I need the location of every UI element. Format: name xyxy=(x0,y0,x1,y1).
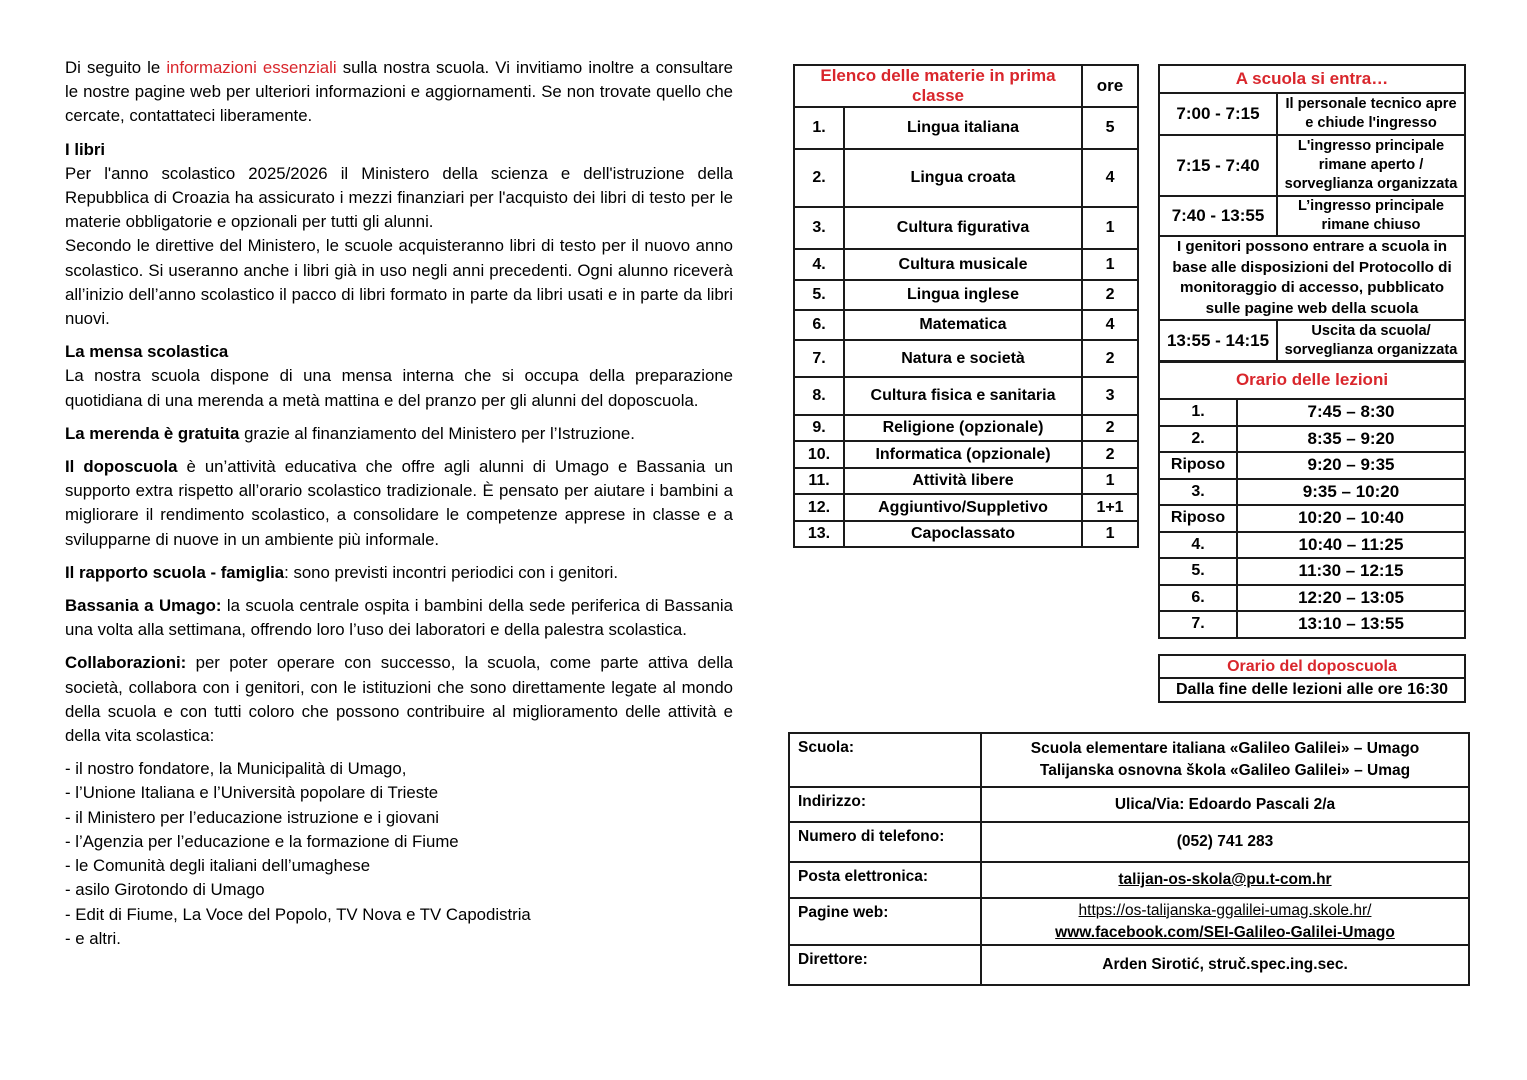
list-item xyxy=(65,806,733,830)
lesson-row xyxy=(1159,611,1465,638)
entry-row xyxy=(1159,236,1465,320)
section-heading xyxy=(65,340,733,364)
subject-row xyxy=(794,107,1138,149)
lesson-time: 9:35 – 10:20 xyxy=(1237,479,1465,506)
lesson-label: Riposo xyxy=(1159,452,1237,479)
body-text: Per l'anno scolastico 2025/2026 il Ministero della scienza e dell'istruzione della Repubblica di Croazia ha assicurato i mezzi finanziari per l'acquisto dei libri di testo per le materie obbligatorie e opzionali per tutti gli alunni. xyxy=(65,163,733,232)
entry-row xyxy=(1159,320,1465,362)
afterschool-text-row xyxy=(1159,678,1465,702)
subject-number: 10. xyxy=(794,441,844,468)
subject-name: Aggiuntivo/Suppletivo xyxy=(844,494,1082,521)
subject-row xyxy=(794,207,1138,249)
contact-text: (052) 741 283 xyxy=(1176,833,1274,850)
subject-name: Informatica (opzionale) xyxy=(844,441,1082,468)
school-info-text xyxy=(65,56,733,951)
paragraph xyxy=(65,422,733,446)
subject-row xyxy=(794,377,1138,415)
lesson-row xyxy=(1159,558,1465,585)
contact-info-table xyxy=(788,732,1470,986)
list-item xyxy=(65,878,733,902)
subject-hours: 1 xyxy=(1082,468,1138,494)
lesson-time: 8:35 – 9:20 xyxy=(1237,426,1465,453)
body-text: è un’attività educativa che offre agli alunni di Umago e Bassania un supporto extra rispetto all’orario scolastico tradizionale. È pensato per aiutare i bambini a migliorare il rendimento scolastico, a consolidare le competenze apprese in classe e a svilupparne di nuove in un ambiente più informale. xyxy=(65,457,733,549)
body-text: sulla nostra scuola. Vi invitiamo inoltre a consultare le nostre pagine web per ulteriori informazioni e aggiornamenti. Se non trovate quello che cercate, contattateci liberamente. xyxy=(65,58,734,126)
subject-hours: 1 xyxy=(1082,521,1138,547)
body-text: La mensa scolastica xyxy=(65,342,229,362)
lesson-row xyxy=(1159,532,1465,559)
body-text: - Edit di Fiume, La Voce del Popolo, TV Nova e TV Capodistria xyxy=(65,904,531,924)
contact-row xyxy=(789,898,1469,945)
subject-row xyxy=(794,494,1138,521)
subject-number: 12. xyxy=(794,494,844,521)
list-item xyxy=(65,757,733,781)
entry-time: 7:00 - 7:15 xyxy=(1159,93,1277,135)
body-text: grazie al finanziamento del Ministero per l’Istruzione. xyxy=(239,423,635,443)
contact-row xyxy=(789,862,1469,898)
entry-description: Il personale tecnico apre e chiude l'ingresso xyxy=(1277,93,1465,135)
subject-name: Cultura fisica e sanitaria xyxy=(844,377,1082,415)
subject-number: 13. xyxy=(794,521,844,547)
contact-value xyxy=(981,787,1469,822)
lessons-schedule-table xyxy=(1158,360,1466,639)
entry-description: L’ingresso principale rimane chiuso xyxy=(1277,196,1465,236)
entry-description: L'ingresso principale rimane aperto / sorveglianza organizzata xyxy=(1277,135,1465,196)
bold-lead-text: Collaborazioni: xyxy=(65,653,187,673)
lesson-label: Riposo xyxy=(1159,505,1237,532)
lesson-time: 10:20 – 10:40 xyxy=(1237,505,1465,532)
subject-name: Capoclassato xyxy=(844,521,1082,547)
entry-row xyxy=(1159,196,1465,236)
paragraph xyxy=(65,455,733,552)
body-text: - e altri. xyxy=(65,928,121,948)
afterschool-header-row xyxy=(1159,655,1465,678)
subject-number: 2. xyxy=(794,149,844,207)
contact-link[interactable]: talijan-os-skola@pu.t-com.hr xyxy=(1118,871,1332,888)
entry-time: 13:55 - 14:15 xyxy=(1159,320,1277,362)
subject-hours: 1 xyxy=(1082,207,1138,249)
subject-row xyxy=(794,149,1138,207)
subject-name: Cultura musicale xyxy=(844,249,1082,280)
lesson-label: 2. xyxy=(1159,426,1237,453)
lesson-row xyxy=(1159,505,1465,532)
subject-name: Matematica xyxy=(844,310,1082,340)
subject-name: Attività libere xyxy=(844,468,1082,494)
lesson-row xyxy=(1159,585,1465,612)
subject-hours: 2 xyxy=(1082,340,1138,377)
body-text: - asilo Girotondo di Umago xyxy=(65,880,265,900)
afterschool-text: Dalla fine delle lezioni alle ore 16:30 xyxy=(1159,678,1465,702)
list-item xyxy=(65,854,733,878)
contact-value xyxy=(981,822,1469,862)
subject-number: 7. xyxy=(794,340,844,377)
entry-header-row xyxy=(1159,65,1465,93)
subject-number: 9. xyxy=(794,415,844,441)
lesson-label: 1. xyxy=(1159,399,1237,426)
body-text: - l’Agenzia per l’educazione e la formazione di Fiume xyxy=(65,831,459,851)
entry-title: A scuola si entra… xyxy=(1159,65,1465,93)
entry-note: I genitori possono entrare a scuola in base alle disposizioni del Protocollo di monitoraggio di accesso, pubblicato sulle pagine web della scuola xyxy=(1159,236,1465,320)
contact-label: Numero di telefono: xyxy=(789,822,981,862)
entry-time: 7:15 - 7:40 xyxy=(1159,135,1277,196)
body-text: - il nostro fondatore, la Municipalità di Umago, xyxy=(65,759,407,779)
lessons-header-row xyxy=(1159,361,1465,399)
contact-link[interactable]: www.facebook.com/SEI-Galileo-Galilei-Umago xyxy=(1055,923,1395,941)
body-text: Secondo le direttive del Ministero, le scuole acquisteranno libri di testo per il nuovo anno scolastico. Si useranno anche i libri già in uso negli anni precedenti. Ogni alunno riceverà all’inizio dell’anno scolastico il pacco di libri formato in parte da libri usati e in parte da libri nuovi. xyxy=(65,236,733,329)
subject-name: Lingua italiana xyxy=(844,107,1082,149)
lesson-label: 6. xyxy=(1159,585,1237,612)
body-text: Di seguito le xyxy=(65,58,167,77)
subject-number: 3. xyxy=(794,207,844,249)
paragraph xyxy=(65,56,733,129)
contact-value xyxy=(981,862,1469,898)
body-text: I libri xyxy=(65,139,106,159)
subject-row xyxy=(794,280,1138,310)
subject-row xyxy=(794,441,1138,468)
lessons-title: Orario delle lezioni xyxy=(1159,361,1465,399)
entry-row xyxy=(1159,135,1465,196)
lesson-row xyxy=(1159,452,1465,479)
subject-number: 11. xyxy=(794,468,844,494)
contact-label: Scuola: xyxy=(789,733,981,787)
bold-lead-text: Il doposcuola xyxy=(65,457,178,477)
body-text: - l’Unione Italiana e l’Università popolare di Trieste xyxy=(65,783,439,803)
body-text: - il Ministero per l’educazione istruzione e i giovani xyxy=(65,807,440,827)
lesson-time: 11:30 – 12:15 xyxy=(1237,558,1465,585)
contact-label: Posta elettronica: xyxy=(789,862,981,898)
lesson-time: 12:20 – 13:05 xyxy=(1237,585,1465,612)
contact-label: Pagine web: xyxy=(789,898,981,945)
subject-name: Lingua inglese xyxy=(844,280,1082,310)
subject-number: 4. xyxy=(794,249,844,280)
contact-value xyxy=(981,945,1469,985)
contact-label: Indirizzo: xyxy=(789,787,981,822)
list-item xyxy=(65,830,733,854)
entry-time: 7:40 - 13:55 xyxy=(1159,196,1277,236)
subject-hours: 3 xyxy=(1082,377,1138,415)
subject-name: Natura e società xyxy=(844,340,1082,377)
lesson-time: 7:45 – 8:30 xyxy=(1237,399,1465,426)
contact-text: Talijanska osnovna škola «Galileo Galilei» – Umag xyxy=(1039,762,1411,779)
lesson-row xyxy=(1159,399,1465,426)
subjects-title: Elenco delle materie in prima classe xyxy=(794,65,1082,107)
contact-value xyxy=(981,898,1469,945)
contact-row xyxy=(789,733,1469,787)
lesson-row xyxy=(1159,426,1465,453)
subject-row xyxy=(794,340,1138,377)
afterschool-hours-table xyxy=(1158,654,1466,703)
contact-text: Scuola elementare italiana «Galileo Galilei» – Umago xyxy=(1030,740,1420,757)
subject-row xyxy=(794,310,1138,340)
subject-number: 6. xyxy=(794,310,844,340)
subject-hours: 5 xyxy=(1082,107,1138,149)
contact-row xyxy=(789,822,1469,862)
body-text: per poter operare con successo, la scuola, come parte attiva della società, collabora con i genitori, con le istituzioni che sono direttamente legate al mondo della scuola e con tutti coloro che possono contribuire al miglioramento delle attività e della vita scolastica: xyxy=(65,653,733,746)
subject-number: 8. xyxy=(794,377,844,415)
lesson-label: 4. xyxy=(1159,532,1237,559)
lesson-row xyxy=(1159,479,1465,506)
subject-number: 5. xyxy=(794,280,844,310)
paragraph xyxy=(65,234,733,331)
entry-description: Uscita da scuola/ sorveglianza organizzata xyxy=(1277,320,1465,362)
contact-text: Ulica/Via: Edoardo Pascali 2/a xyxy=(1114,795,1336,813)
subject-hours: 2 xyxy=(1082,415,1138,441)
bold-lead-text: Il rapporto scuola - famiglia xyxy=(65,562,285,582)
subject-row xyxy=(794,468,1138,494)
list-item xyxy=(65,781,733,805)
lesson-time: 9:20 – 9:35 xyxy=(1237,452,1465,479)
paragraph xyxy=(65,561,733,585)
bold-lead-text: Bassania a Umago: xyxy=(65,596,222,616)
body-text: : sono previsti incontri periodici con i genitori. xyxy=(284,562,619,582)
hours-header: ore xyxy=(1082,65,1138,107)
lesson-label: 5. xyxy=(1159,558,1237,585)
lesson-label: 3. xyxy=(1159,479,1237,506)
entry-row xyxy=(1159,93,1465,135)
contact-row xyxy=(789,945,1469,985)
lesson-time: 13:10 – 13:55 xyxy=(1237,611,1465,638)
lesson-time: 10:40 – 11:25 xyxy=(1237,532,1465,559)
subject-hours: 4 xyxy=(1082,310,1138,340)
body-text: la scuola centrale ospita i bambini della sede periferica di Bassania una volta alla settimana, offrendo loro l’uso dei laboratori e della palestra scolastica. xyxy=(65,596,733,640)
section-heading xyxy=(65,138,733,162)
subject-row xyxy=(794,249,1138,280)
subject-row xyxy=(794,415,1138,441)
contact-value xyxy=(981,733,1469,787)
paragraph xyxy=(65,594,733,642)
paragraph xyxy=(65,364,733,412)
subject-hours: 1+1 xyxy=(1082,494,1138,521)
subject-name: Lingua croata xyxy=(844,149,1082,207)
subjects-header-row xyxy=(794,65,1138,107)
subject-name: Cultura figurativa xyxy=(844,207,1082,249)
subjects-table xyxy=(793,64,1139,548)
bold-lead-text: La merenda è gratuita xyxy=(65,423,240,443)
subject-hours: 2 xyxy=(1082,441,1138,468)
subject-number: 1. xyxy=(794,107,844,149)
paragraph xyxy=(65,162,733,235)
subject-row xyxy=(794,521,1138,547)
paragraph xyxy=(65,651,733,748)
lesson-label: 7. xyxy=(1159,611,1237,638)
list-item xyxy=(65,927,733,951)
subject-name: Religione (opzionale) xyxy=(844,415,1082,441)
contact-link[interactable]: https://os-talijanska-ggalilei-umag.skole.hr/ xyxy=(1078,901,1372,919)
subject-hours: 1 xyxy=(1082,249,1138,280)
body-text: - le Comunità degli italiani dell’umaghese xyxy=(65,856,371,876)
afterschool-title: Orario del doposcuola xyxy=(1159,655,1465,678)
entry-schedule-table xyxy=(1158,64,1466,363)
list-item xyxy=(65,903,733,927)
highlighted-text: informazioni essenziali xyxy=(166,58,337,77)
subject-hours: 4 xyxy=(1082,149,1138,207)
contact-text: Arden Sirotić, struč.spec.ing.sec. xyxy=(1102,956,1348,973)
contact-label: Direttore: xyxy=(789,945,981,985)
body-text: La nostra scuola dispone di una mensa interna che si occupa della preparazione quotidiana di una merenda a metà mattina e del pranzo per gli alunni del doposcuola. xyxy=(65,366,733,410)
contact-row xyxy=(789,787,1469,822)
subject-hours: 2 xyxy=(1082,280,1138,310)
